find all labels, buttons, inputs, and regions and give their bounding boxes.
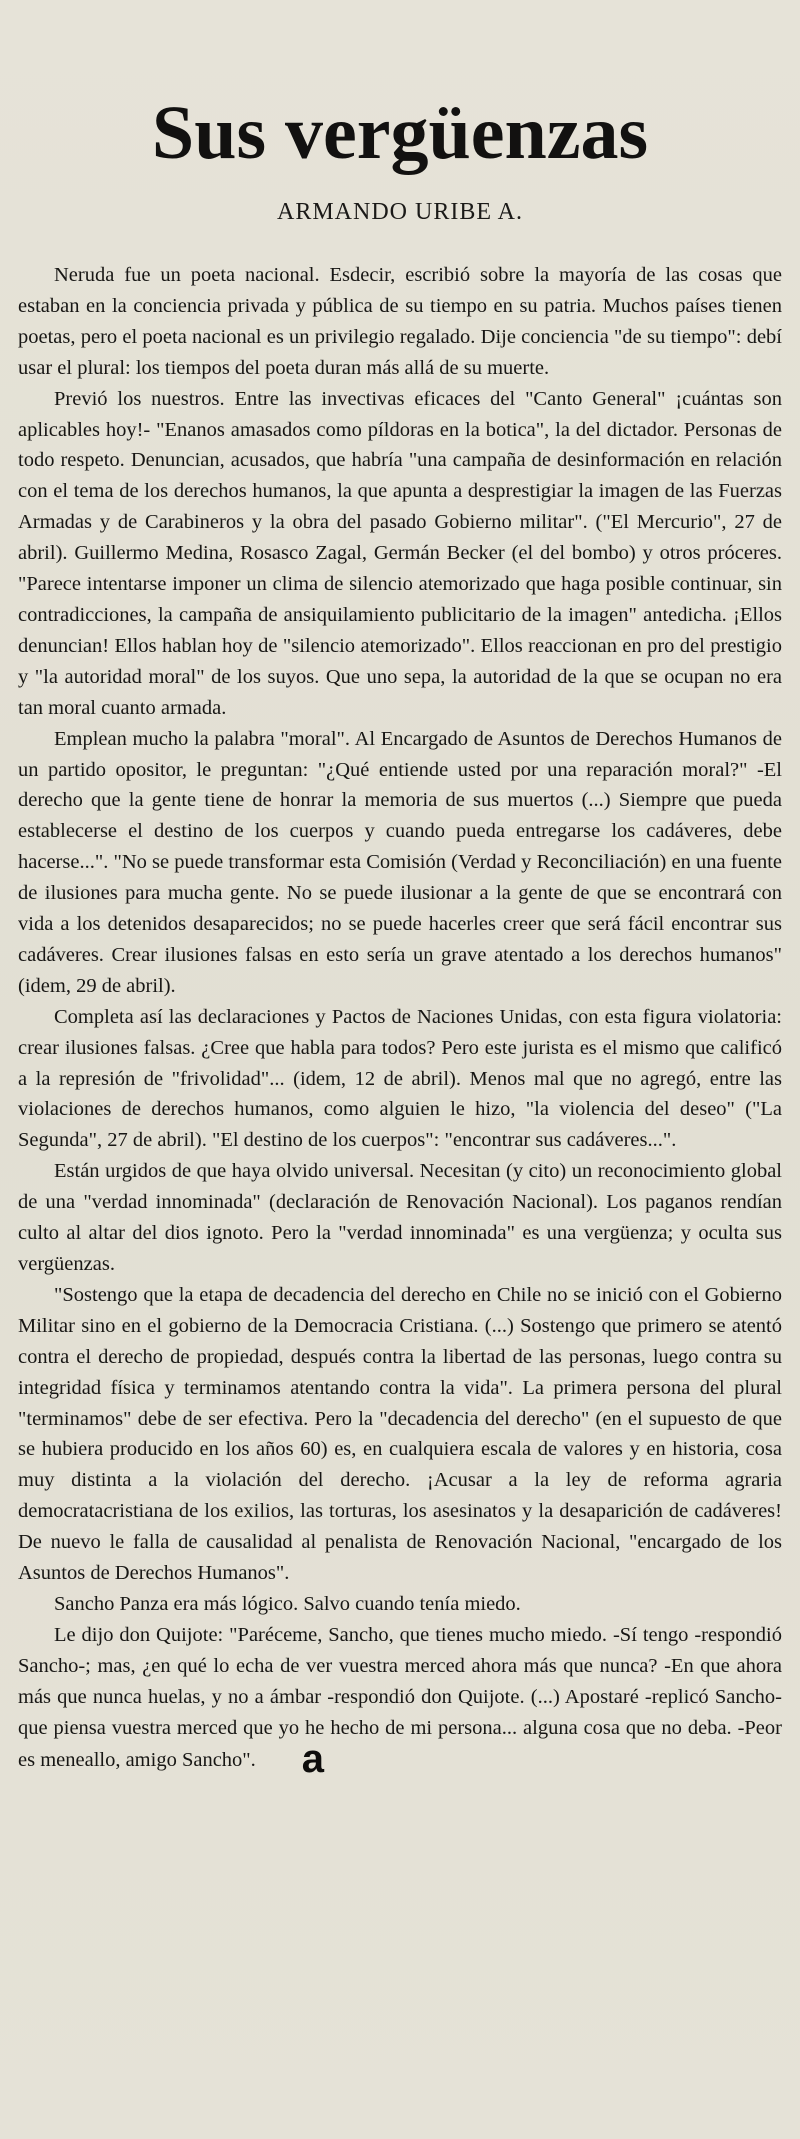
article-paragraph: Emplean mucho la palabra "moral". Al Encargado de Asuntos de Derechos Humanos de un partido opositor, le preguntan: "¿Qué entiende usted por una reparación moral?" -El derecho que la gente tiene de honrar la memoria de sus muertos (...) Siempre que pueda establecerse el destino de los cuerpos y cuando pueda entregarse los cadáveres, debe hacerse...". "No se puede transformar esta Comisión (Verdad y Reconciliación) en una fuente de ilusiones para mucha gente. No se puede ilusionar a la gente de que se encontrará con vida a los detenidos desaparecidos; no se puede hacerles creer que será fácil encontrar sus cadáveres. Crear ilusiones falsas en esto sería un grave atentado a los derechos humanos" (idem, 29 de abril). [18,727,782,997]
article-paragraph: Completa así las declaraciones y Pactos de Naciones Unidas, con esta figura violatoria: crear ilusiones falsas. ¿Cree que habla para todos? Pero este jurista es el mismo que calificó a la represión de "frivolidad"... (idem, 12 de abril). Menos mal que no agregó, entre las violaciones de derechos humanos, como alguien le hizo, "la violencia del deseo" ("La Segunda", 27 de abril). "El destino de los cuerpos": "encontrar sus cadáveres...". [18,1005,782,1152]
article-paragraph: Sancho Panza era más lógico. Salvo cuando tenía miedo. [54,1592,521,1615]
article-paragraph-last [18,1620,782,1781]
article-paragraph: "Sostengo que la etapa de decadencia del derecho en Chile no se inició con el Gobierno Militar sino en el gobierno de la Democracia Cristiana. (...) Sostengo que primero se atentó contra el derecho de propiedad, después contra la libertad de las personas, luego contra su integridad física y terminamos atentando contra la vida". La primera persona del plural "terminamos" debe de ser efectiva. Pero la "decadencia del derecho" (en el supuesto de que se hubiera producido en los años 60) es, en cualquiera escala de valores y en historia, cosa muy distinta a la violación del derecho. ¡Acusar a la ley de reforma agraria democratacristiana de los exilios, las torturas, los asesinatos y la desaparición de cadáveres! De nuevo le falla de causalidad al penalista de Renovación Nacional, "encargado de los Asuntos de Derechos Humanos". [18,1283,782,1585]
article-paragraph-text: Le dijo don Quijote: "Paréceme, Sancho, que tienes mucho miedo. -Sí tengo -respondió Sancho-; mas, ¿en qué lo echa de ver vuestra merced ahora más que nunca? -En que ahora más que nunca huelas, y no a ámbar -respondió don Quijote. (...) Apostaré -replicó Sancho- que piensa vuestra merced que yo he hecho de mi persona... alguna cosa que no deba. -Peor es meneallo, amigo Sancho". [18,1623,782,1771]
article-title: Sus vergüenzas [151,91,649,175]
article-author: ARMANDO URIBE A. [276,199,523,225]
article-paragraph: Neruda fue un poeta nacional. Esdecir, escribió sobre la mayoría de las cosas que estaban en la conciencia privada y pública de su tiempo en su patria. Muchos países tienen poetas, pero el poeta nacional es un privilegio regalado. Dije conciencia "de su tiempo": debí usar el plural: los tiempos del poeta duran más allá de su muerte. [18,264,782,379]
article-paragraph: Están urgidos de que haya olvido universal. Necesitan (y cito) un reconocimiento global de una "verdad innominada" (declaración de Renovación Nacional). Los paganos rendían culto al altar del dios ignoto. Pero la "verdad innominada" es una vergüenza; y oculta sus vergüenzas. [18,1160,782,1275]
end-mark-logo: a [301,1736,325,1781]
article-body [18,260,782,1781]
article-paragraph: Previó los nuestros. Entre las invectivas eficaces del "Canto General" ¡cuántas son aplicables hoy!- "Enanos amasados como píldoras en la botica", la del dictador. Personas de todo respeto. Denuncian, acusados, que habría "una campaña de desinformación en relación con el tema de los derechos humanos, la que apunta a desprestigiar la imagen de las Fuerzas Armadas y de Carabineros y la obra del pasado Gobierno militar". ("El Mercurio", 27 de abril). Guillermo Medina, Rosasco Zagal, Germán Becker (el del bombo) y otros próceres. "Parece intentarse imponer un clima de silencio atemorizado que haga posible continuar, sin contradicciones, la campaña de ansiquilamiento publicitario de la imagen" antedicha. ¡Ellos denuncian! Ellos hablan hoy de "silencio atemorizado". Ellos reaccionan en pro del prestigio y "la autoridad moral" de los suyos. Que uno sepa, la autoridad de la que se ocupan no era tan moral cuanto armada. [18,387,782,719]
